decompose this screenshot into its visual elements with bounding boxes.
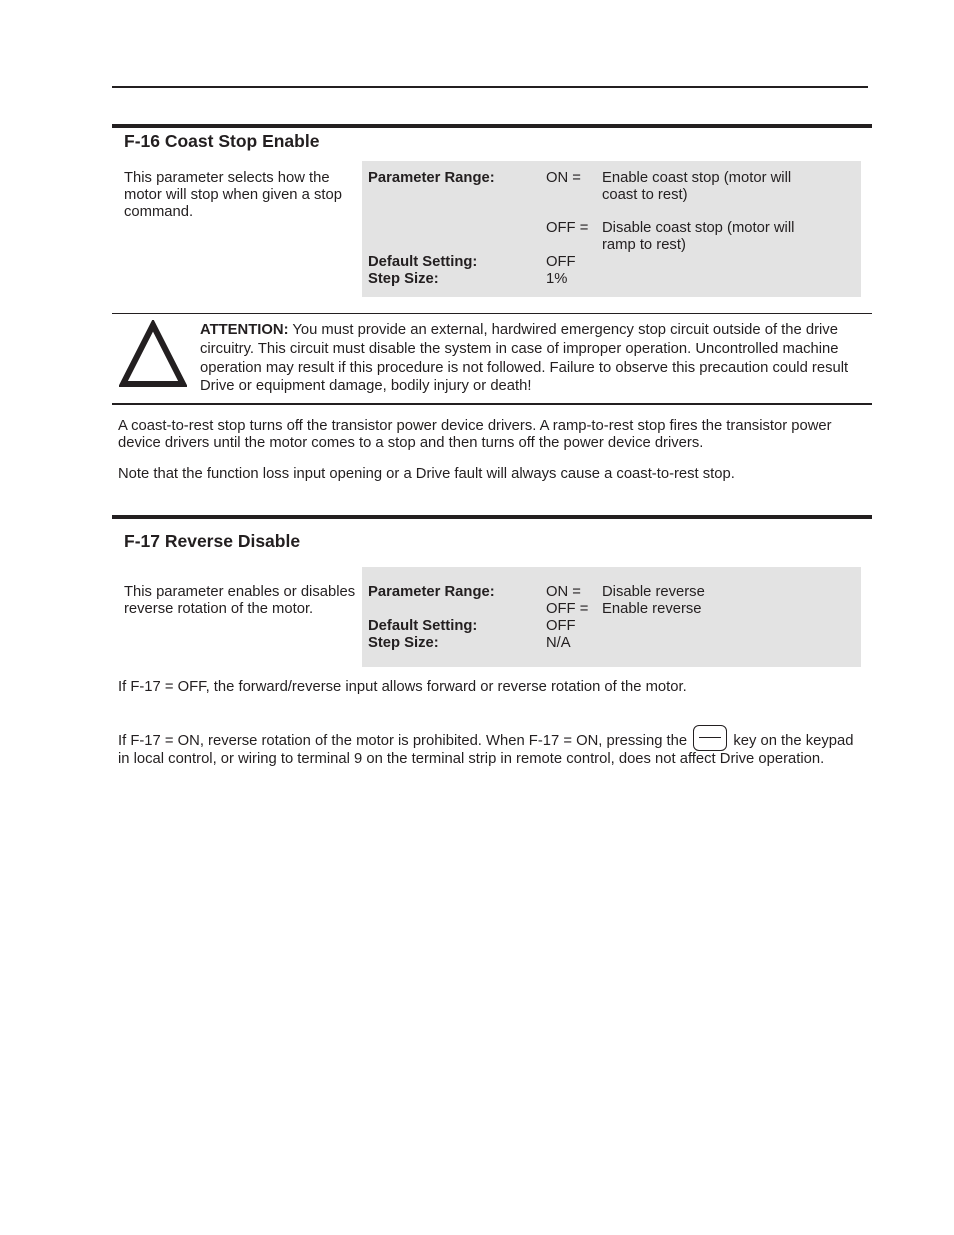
f17-on-code: ON = — [546, 584, 581, 600]
keypad-key-icon — [693, 725, 727, 751]
f17-step-label: Step Size: — [368, 635, 439, 651]
f16-title: F-16 Coast Stop Enable — [124, 131, 320, 151]
f16-step-label: Step Size: — [368, 271, 439, 287]
f16-off-description: Disable coast stop (motor will ramp to rest) — [602, 220, 795, 253]
f16-default-value: OFF — [546, 254, 576, 270]
f17-parameter-box — [362, 567, 861, 667]
f16-default-label: Default Setting: — [368, 254, 478, 270]
f16-note-2: Note that the function loss input opening or a Drive fault will always cause a coast-to-rest stop. — [118, 466, 735, 482]
f17-title: F-17 Reverse Disable — [124, 531, 301, 551]
f17-step-value: N/A — [546, 635, 571, 651]
f17-section-rule — [112, 515, 872, 519]
f16-range-label: Parameter Range: — [368, 170, 495, 186]
f16-description: This parameter selects how the motor will stop when given a stop command. — [124, 170, 342, 220]
f17-note-1: If F-17 = OFF, the forward/reverse input allows forward or reverse rotation of the motor. — [118, 679, 687, 695]
f17-default-value: OFF — [546, 618, 576, 634]
f17-default-label: Default Setting: — [368, 618, 478, 634]
header-rule — [112, 86, 868, 88]
f17-note-2-start: If F-17 = ON, reverse rotation of the motor is prohibited. When F-17 = ON, pressing the — [118, 733, 692, 749]
f17-off-description: Enable reverse — [602, 601, 702, 617]
attention-text: You must provide an external, hardwired emergency stop circuit outside of the drive circuitry. This circuit must disable the system in case of improper operation. Uncontrolled machine operation may result if this procedure is not followed. Failure to observe this precaution could result Drive or equipment damage, bodily injury or death! — [200, 322, 849, 395]
f17-off-code: OFF = — [546, 601, 589, 617]
f16-note-1: A coast-to-rest stop turns off the transistor power device drivers. A ramp-to-rest stop fires the transistor power device drivers until the motor comes to a stop and then turns off the power device drivers. — [118, 418, 832, 451]
f16-on-description: Enable coast stop (motor will coast to rest) — [602, 170, 792, 203]
attention-top-rule — [112, 313, 872, 314]
f16-section-rule — [112, 124, 872, 128]
f16-off-code: OFF = — [546, 220, 589, 236]
f17-on-description: Disable reverse — [602, 584, 705, 600]
f17-description: This parameter enables or disables reverse rotation of the motor. — [124, 584, 356, 617]
f16-on-code: ON = — [546, 170, 581, 186]
f17-note-2-end: key on the keypad in local control, or wiring to terminal 9 on the terminal strip in remote control, does not affect Drive operation. — [118, 733, 854, 767]
f16-step-value: 1% — [546, 271, 568, 287]
attention-notice — [200, 321, 862, 396]
attention-label: ATTENTION: — [200, 322, 289, 338]
attention-bottom-rule — [112, 403, 872, 405]
f17-note-2 — [118, 725, 858, 768]
f16-parameter-box — [362, 161, 861, 297]
warning-triangle-icon — [119, 320, 187, 388]
f17-range-label: Parameter Range: — [368, 584, 495, 600]
